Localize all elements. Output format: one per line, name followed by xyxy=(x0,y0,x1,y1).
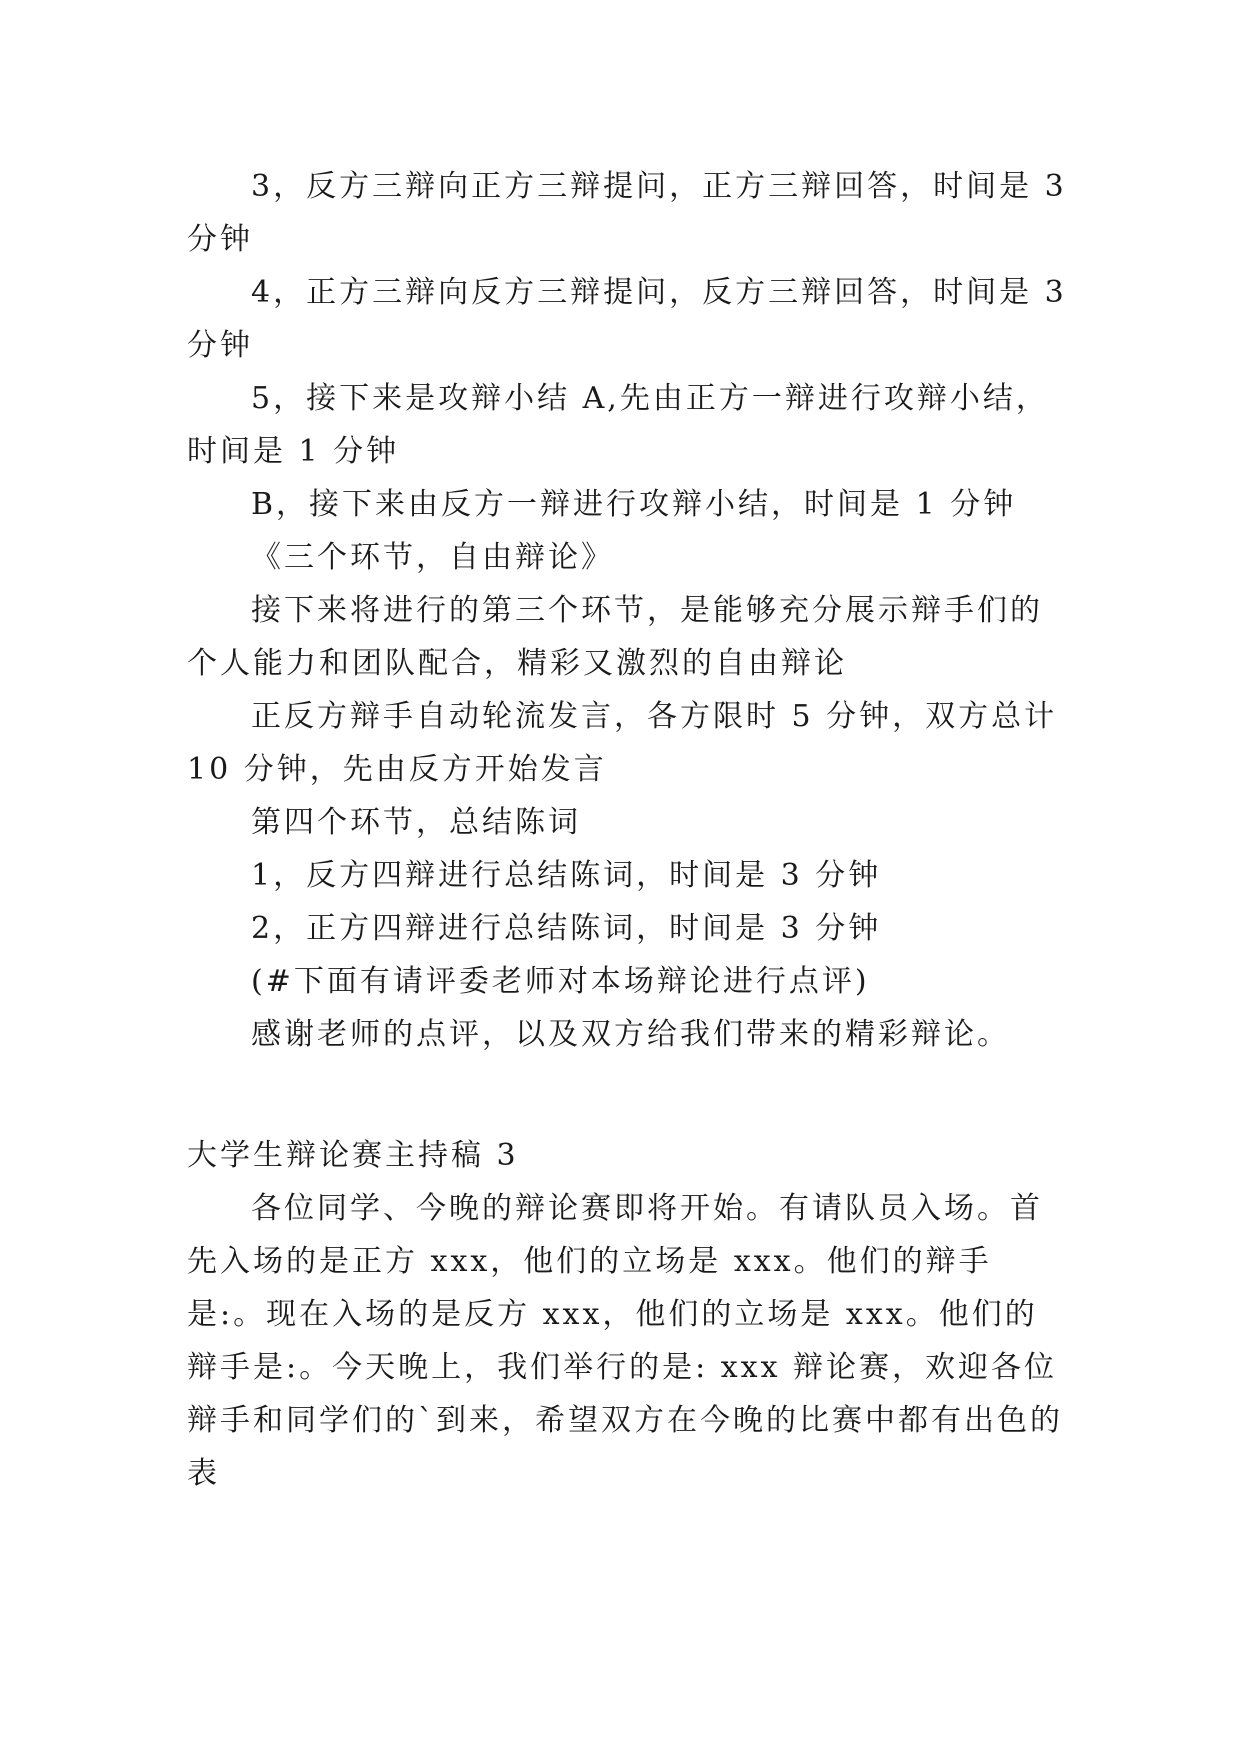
paragraph-7: 正反方辩手自动轮流发言，各方限时 5 分钟，双方总计 10 分钟，先由反方开始发言 xyxy=(187,699,1058,787)
paragraph-5: 《三个环节，自由辩论》 xyxy=(251,540,614,575)
paragraph-11: (#下面有请评委老师对本场辩论进行点评) xyxy=(251,964,870,999)
document-body xyxy=(187,160,1067,1500)
paragraph-9: 1，反方四辩进行总结陈词，时间是 3 分钟 xyxy=(251,858,882,893)
paragraph-13: 各位同学、今晚的辩论赛即将开始。有请队员入场。首先入场的是正方 xxx，他们的立场是 xxx。他们的辩手是:。现在入场的是反方 xxx，他们的立场是 xxx。他们的辩手是:。今天晚上，我们举行的是: xxx 辩论赛，欢迎各位辩手和同学们的`到来，希望双方在今晚的比赛中都有出色的表 xyxy=(187,1191,1063,1491)
paragraph-1: 3，反方三辩向正方三辩提问，正方三辩回答，时间是 3 分钟 xyxy=(187,169,1067,257)
paragraph-6: 接下来将进行的第三个环节，是能够充分展示辩手们的个人能力和团队配合，精彩又激烈的自由辩论 xyxy=(187,593,1043,681)
paragraph-12: 感谢老师的点评，以及双方给我们带来的精彩辩论。 xyxy=(251,1017,1010,1052)
paragraph-2: 4，正方三辩向反方三辩提问，反方三辩回答，时间是 3 分钟 xyxy=(187,275,1067,363)
paragraph-4: B，接下来由反方一辩进行攻辩小结，时间是 1 分钟 xyxy=(251,487,1017,522)
paragraph-10: 2，正方四辩进行总结陈词，时间是 3 分钟 xyxy=(251,911,882,946)
section-spacer xyxy=(187,1061,1067,1129)
paragraph-8: 第四个环节，总结陈词 xyxy=(251,805,581,840)
paragraph-3: 5，接下来是攻辩小结 A,先由正方一辩进行攻辩小结，时间是 1 分钟 xyxy=(187,381,1049,469)
section-title: 大学生辩论赛主持稿 3 xyxy=(187,1138,519,1173)
